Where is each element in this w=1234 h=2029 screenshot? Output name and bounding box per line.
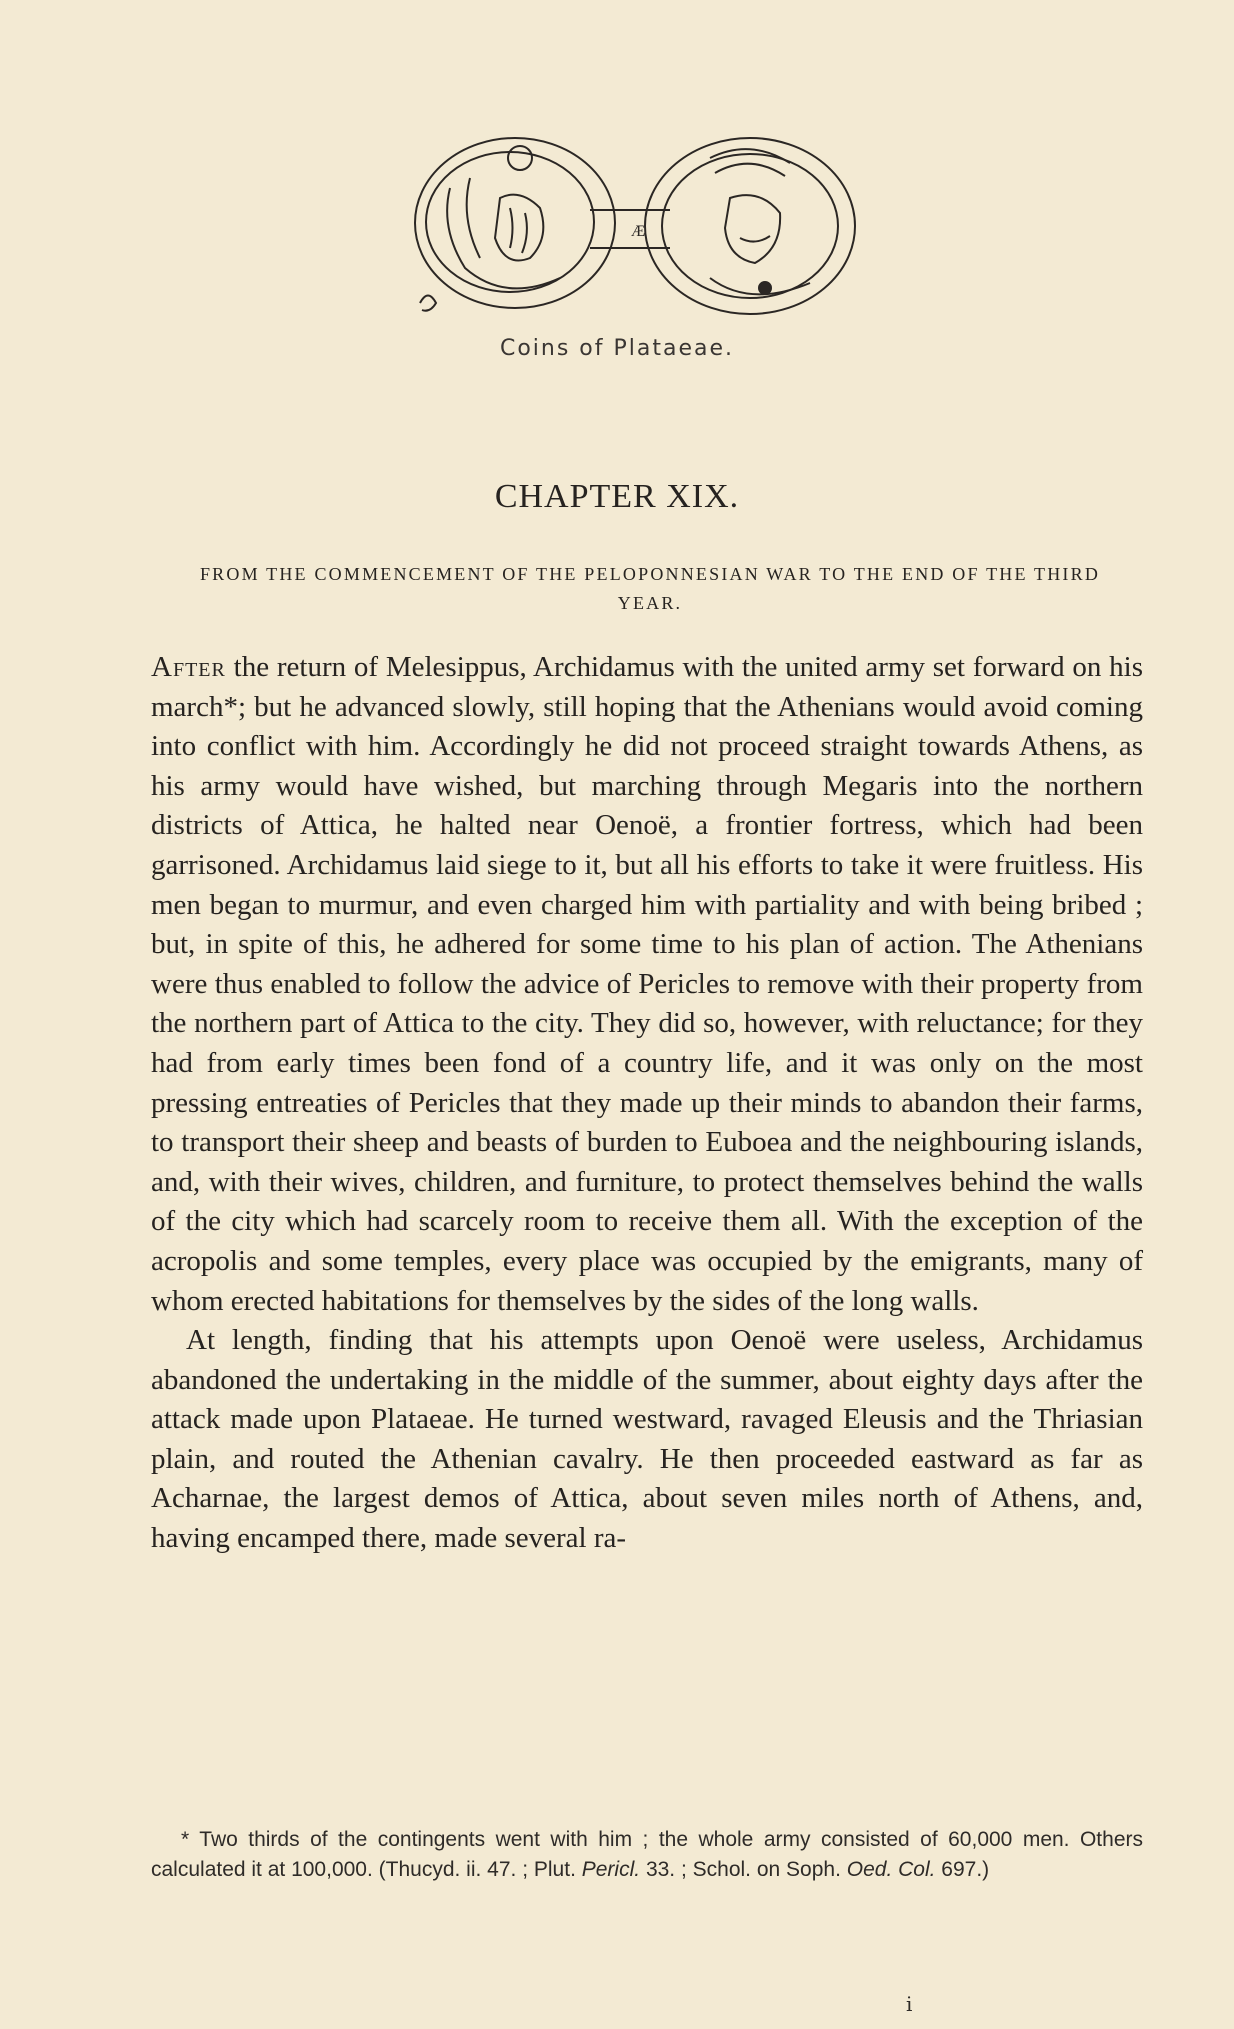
paragraph-1-part-a: the return of Melesippus, Archidamus with the united army set forward on his march	[151, 651, 1143, 723]
right-coin-icon	[645, 138, 855, 314]
footnote-text-b: 33. ; Schol. on Soph.	[640, 1858, 847, 1881]
footnote-pericl: Pericl.	[581, 1858, 641, 1881]
left-coin-icon	[415, 138, 615, 308]
chapter-subtitle: FROM THE COMMENCEMENT OF THE PELOPONNESIAN WAR TO THE END OF THE THIRD YEAR.	[199, 564, 1101, 613]
ornament-mark	[420, 296, 436, 311]
coin-inscription: Æ	[631, 223, 646, 240]
coins-of-plataeae-illustration	[410, 118, 900, 328]
chapter-title: CHAPTER XIX.	[494, 478, 740, 515]
coin-connector	[590, 210, 670, 248]
paragraph-lead-word: After	[151, 651, 226, 683]
footnote-text-a: Two thirds of the contingents went with him ; the whole army consisted of 60,000 men. Others calculated it at 100,000. (Thucyd. ii. 47. ; Plut.	[151, 1828, 1143, 1881]
body-text	[151, 648, 1143, 1559]
figure-caption: Coins of Plataeae.	[499, 336, 735, 361]
footnote	[151, 1825, 1143, 1885]
paragraph-2: At length, finding that his attempts upon Oenoë were useless, Archidamus abandoned the undertaking in the middle of the summer, about eighty days after the attack made upon Plataeae. He turned westward, ravaged Eleusis and the Thriasian plain, and routed the Athenian cavalry. He then proceeded eastward as far as Acharnae, the largest demos of Attica, about seven miles north of Athens, and, having encamped there, made several ra-	[151, 1324, 1143, 1555]
footnote-marker: *	[181, 1828, 190, 1851]
paragraph-1	[151, 648, 1143, 1321]
footnote-reference: *	[223, 690, 238, 723]
paragraph-1-part-b: ; but he advanced slowly, still hoping that the Athenians would avoid coming into conflict with him. Accordingly he did not proceed straight towards Athens, as his army would have wished, but marching through Megaris into the northern districts of Attica, he halted near Oenoë, a frontier fortress, which had been garrisoned. Archidamus laid siege to it, but all his efforts to take it were fruitless. His men began to murmur, and even charged him with partiality and with being bribed ; but, in spite of this, he adhered for some time to his plan of action. The Athenians were thus enabled to follow the advice of Pericles to remove with their property from the northern part of Attica to the city. They did so, however, with reluctance; for they had from early times been fond of a country life, and it was only on the most pressing entreaties of Pericles that they made up their minds to abandon their farms, to transport their sheep and beasts of burden to Euboea and the neighbouring islands, and, with their wives, children, and furniture, to protect themselves behind the walls of the city which had scarcely room to receive them all. With the exception of the acropolis and some temples, every place was occupied by the emigrants, many of whom erected habitations for themselves by the sides of the long walls.	[151, 690, 1143, 1317]
footnote-text-c: 697.)	[935, 1858, 990, 1881]
footnote-oed: Oed. Col.	[846, 1858, 936, 1881]
signature-mark: ⅰ	[906, 1992, 913, 2016]
